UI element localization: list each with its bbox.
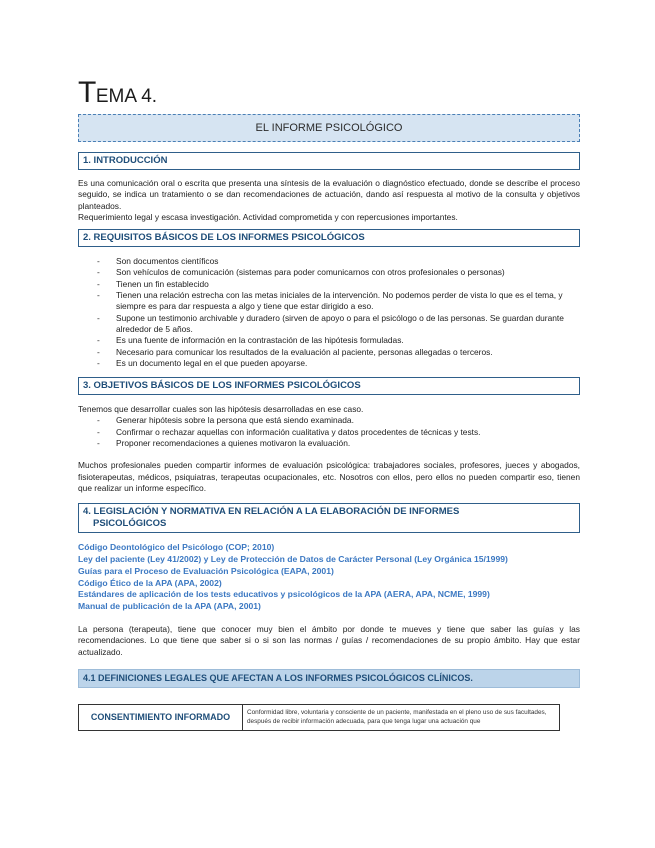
list-item: - Es un documento legal en el que pueden apoyarse. xyxy=(97,357,308,368)
section-heading-requisitos: 2. REQUISITOS BÁSICOS DE LOS INFORMES PSICOLÓGICOS xyxy=(78,229,580,247)
heading-line-1: 4. LEGISLACIÓN Y NORMATIVA EN RELACIÓN A LA ELABORACIÓN DE INFORMES xyxy=(83,506,460,518)
list-item: - Generar hipótesis sobre la persona que está siendo examinada. xyxy=(97,415,354,426)
link-manual-apa[interactable]: Manual de publicación de la APA (APA, 2001) xyxy=(78,601,261,612)
objetivos-intro: Tenemos que desarrollar cuales son las hipótesis desarrolladas en ese caso. xyxy=(78,404,364,415)
page-title xyxy=(78,76,580,112)
list-item: - Tienen un fin establecido xyxy=(97,278,209,289)
objetivos-list xyxy=(78,415,580,449)
list-item: - Son documentos científicos xyxy=(97,256,219,267)
chapter-banner: EL INFORME PSICOLÓGICO xyxy=(78,114,580,142)
requisitos-list xyxy=(78,256,580,369)
table-row xyxy=(79,704,560,730)
legislacion-paragraph: La persona (terapeuta), tiene que conocer muy bien el ámbito por donde te mueves y tiene que saber las guías y las recomendaciones. Lo que tiene que saber si o si son las normas / guías / recomendaciones de su propio ámbito. Hay que estar actualizado. xyxy=(78,624,580,657)
definitions-table xyxy=(78,704,560,731)
title-rest: EMA 4. xyxy=(95,86,158,107)
objetivos-paragraph: Muchos profesionales pueden compartir informes de evaluación psicológica: trabajadores sociales, profesores, jueces y abogados, fisioterapeutas, médicos, psiquiatras, terapeutas ocupacionales, etc. Nosotros con ellos, pero ellos no pueden compartir eso, tienen que realizar un informe específico. xyxy=(78,460,580,493)
term-cell: CONSENTIMIENTO INFORMADO xyxy=(79,704,243,730)
link-guias-evaluacion[interactable]: Guías para el Proceso de Evaluación Psicológica (EAPA, 2001) xyxy=(78,565,334,576)
subsection-heading-definiciones: 4.1 DEFINICIONES LEGALES QUE AFECTAN A LOS INFORMES PSICOLÓGICOS CLÍNICOS. xyxy=(78,669,580,688)
heading-line-2: PSICOLÓGICOS xyxy=(93,518,167,530)
title-initial: T xyxy=(78,76,96,109)
list-item: - Confirmar o rechazar aquellas con información cualitativa y datos procedentes de técnicas y tests. xyxy=(97,426,481,437)
intro-paragraph: Es una comunicación oral o escrita que presenta una síntesis de la evaluación o diagnóstico efectuado, donde se describe el proceso seguido, se indica un tratamiento o se dan recomendaciones de actuación, dando así respuesta al motivo de la consulta y objetivos planteados. xyxy=(78,178,580,211)
list-item: - Son vehículos de comunicación (sistemas para poder comunicarnos con otros profesionales o personas) xyxy=(97,267,505,278)
list-item: - Proponer recomendaciones a quienes motivaron la evaluación. xyxy=(97,438,351,449)
list-item: - Supone un testimonio archivable y duradero (sirven de apoyo o para el psicólogo o de las personas. Se guardan durante alrededor de 5 años. xyxy=(97,312,564,334)
list-item: - Tienen una relación estrecha con las metas iniciales de la intervención. No podemos perder de vista lo que es el tema, y siempre es para dar respuesta a algo y tiene que estar dirigido a eso. xyxy=(97,290,563,312)
section-heading-introduccion: 1. INTRODUCCIÓN xyxy=(78,152,580,170)
document-page xyxy=(78,76,580,731)
link-codigo-deontologico[interactable]: Código Deontológico del Psicólogo (COP; 2010) xyxy=(78,542,275,553)
section-heading-objetivos: 3. OBJETIVOS BÁSICOS DE LOS INFORMES PSICOLÓGICOS xyxy=(78,377,580,395)
list-item: - Es una fuente de información en la contrastación de las hipótesis formuladas. xyxy=(97,335,404,346)
link-codigo-etico-apa[interactable]: Código Ético de la APA (APA, 2002) xyxy=(78,577,222,588)
section-heading-legislacion xyxy=(78,503,580,533)
link-ley-paciente[interactable]: Ley del paciente (Ley 41/2002) y Ley de Protección de Datos de Carácter Personal (Ley Orgánica 15/1999) xyxy=(78,554,508,565)
list-item: - Necesario para comunicar los resultados de la evaluación al paciente, personas allegadas o terceros. xyxy=(97,346,493,357)
definition-cell: Conformidad libre, voluntaria y consciente de un paciente, manifestada en el pleno uso de sus facultades, después de recibir información adecuada, para que tenga lugar una actuación que xyxy=(243,704,560,730)
link-estandares-tests[interactable]: Estándares de aplicación de los tests educativos y psicológicos de la APA (AERA, APA, NCME, 1999) xyxy=(78,589,490,600)
legislation-links xyxy=(78,542,580,613)
intro-note: Requerimiento legal y escasa investigación. Actividad comprometida y con repercusiones importantes. xyxy=(78,211,458,222)
